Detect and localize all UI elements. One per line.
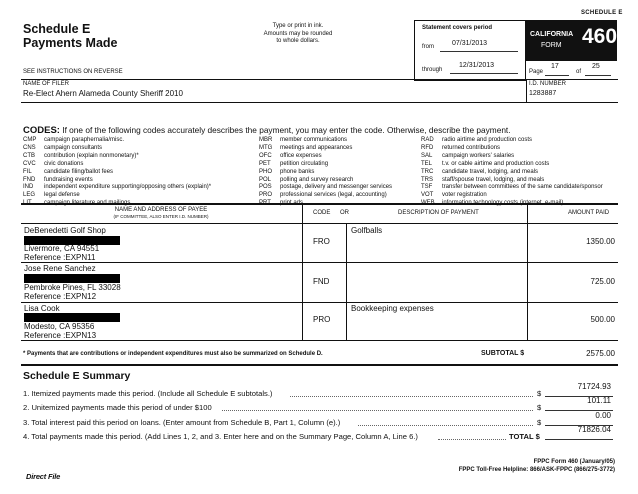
payee-column-header: NAME AND ADDRESS OF PAYEE (IF COMMITTEE, ALSO ENTER I.D. NUMBER) bbox=[113, 207, 209, 219]
subtotal-value: 2575.00 bbox=[586, 349, 615, 358]
fppc-helpline: FPPC Toll-Free Helpline: 866/ASK-FPPC (866/275-3772) bbox=[458, 467, 615, 473]
codes-intro: CODES: If one of the following codes accurately describes the payment, you may enter the code. Otherwise, describe the payment. bbox=[23, 125, 511, 136]
payee-name: Lisa Cook bbox=[24, 304, 60, 313]
table-footnote: * Payments that are contributions or independent expenditures must also be summarized on Schedule D. bbox=[23, 351, 323, 357]
or-column-header: OR bbox=[340, 210, 349, 216]
payee-reference: Reference :EXPN13 bbox=[24, 331, 97, 340]
codes-column-3: RAD radio airtime and production costs RFD returned contributions SAL campaign workers' salaries TEL t.v. or cable airtime and production costs TRC candidate travel, lodging, and meals TRS staff/spouse travel, lodging, and meals TSF transfer between committees of the same candidate/sponsor VOT voter registration WEB information technology costs (internet, e-mail) bbox=[421, 137, 603, 207]
redacted-address bbox=[24, 274, 120, 283]
summary-value: 101.11 bbox=[587, 396, 611, 405]
payee-city: Livermore, CA 94551 bbox=[24, 244, 100, 253]
page-number: 17 bbox=[551, 63, 559, 70]
payee-city: Modesto, CA 95356 bbox=[24, 322, 95, 331]
payment-code: FND bbox=[313, 277, 330, 286]
payment-amount: 500.00 bbox=[590, 315, 615, 324]
schedule-tab: SCHEDULE E bbox=[581, 10, 623, 16]
payee-city: Pembroke Pines, FL 33028 bbox=[24, 283, 121, 292]
instructions-note: SEE INSTRUCTIONS ON REVERSE bbox=[23, 69, 123, 75]
payment-description: Golfballs bbox=[351, 226, 383, 235]
statement-label: Statement covers period bbox=[422, 25, 493, 31]
codes-column-2: MBR member communications MTG meetings and appearances OFC office expenses PET petition circulating PHO phone banks POL polling and survey research POS postage, delivery and messenger services PRO professional services (legal, accounting) PRT print ads bbox=[259, 137, 393, 207]
payment-amount: 725.00 bbox=[590, 277, 615, 286]
summary-value: 71826.04 bbox=[577, 425, 611, 434]
payee-reference: Reference :EXPN12 bbox=[24, 292, 97, 301]
fppc-form-label: FPPC Form 460 (January/05) bbox=[533, 459, 615, 465]
payee-reference: Reference :EXPN11 bbox=[24, 253, 96, 262]
redacted-address bbox=[24, 313, 120, 322]
form-number: 460 bbox=[582, 25, 618, 48]
from-date: 07/31/2013 bbox=[452, 40, 488, 47]
payment-amount: 1350.00 bbox=[586, 237, 615, 246]
code-column-header: CODE bbox=[313, 210, 331, 216]
direct-file-logo: Direct File bbox=[26, 472, 61, 481]
summary-value: 0.00 bbox=[595, 411, 611, 420]
filer-id-number: 1283887 bbox=[529, 90, 557, 97]
payee-name: Jose Rene Sanchez bbox=[24, 264, 96, 273]
summary-title: Schedule E Summary bbox=[23, 370, 131, 382]
payment-code: PRO bbox=[313, 315, 331, 324]
payee-name: DeBenedetti Golf Shop bbox=[24, 226, 106, 235]
description-column-header: DESCRIPTION OF PAYMENT bbox=[398, 210, 479, 216]
filer-name: Re-Elect Ahern Alameda County Sheriff 2010 bbox=[23, 89, 183, 98]
ink-note: Type or print in ink. Amounts may be rounded to whole dollars. bbox=[263, 23, 333, 44]
payment-code: FRO bbox=[313, 237, 330, 246]
amount-column-header: AMOUNT PAID bbox=[568, 210, 610, 216]
through-date: 12/31/2013 bbox=[459, 62, 495, 69]
payment-description: Bookkeeping expenses bbox=[351, 304, 434, 313]
subtotal-label: SUBTOTAL $ bbox=[481, 350, 525, 357]
summary-value: 71724.93 bbox=[577, 382, 611, 391]
codes-column-1: CMP campaign paraphernalia/misc. CNS campaign consultants CTB contribution (explain nonmonetary)* CVC civic donations FIL candidate filing/ballot fees FND fundraising events IND independent expenditure supporting/opposing others (explain)* LEG legal defense LIT campaign literature and mailings bbox=[23, 137, 212, 207]
schedule-title: Schedule E bbox=[23, 22, 91, 36]
schedule-subtitle: Payments Made bbox=[23, 36, 118, 50]
page-total: 25 bbox=[592, 63, 600, 70]
